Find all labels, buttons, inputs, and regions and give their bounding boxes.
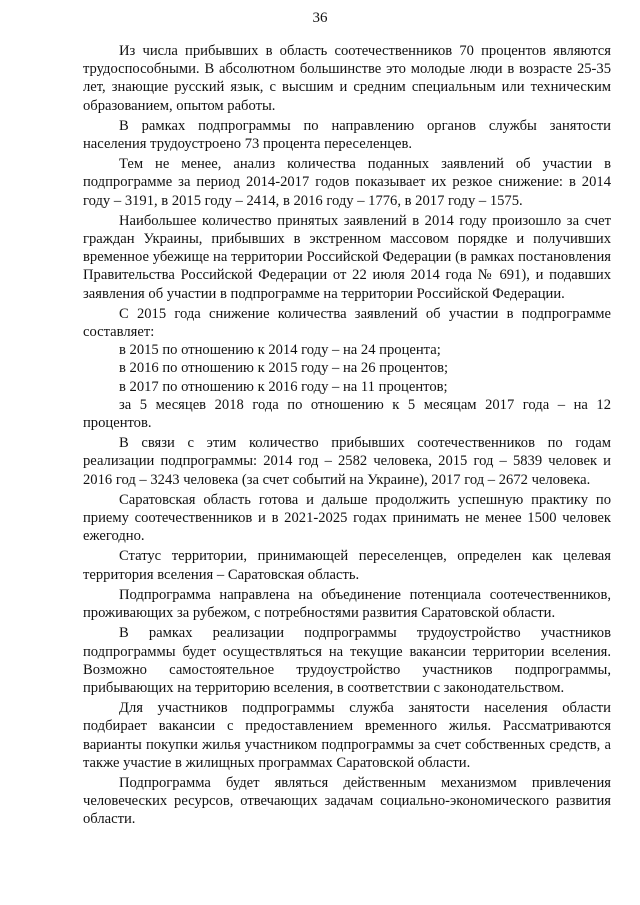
paragraph: Наибольшее количество принятых заявлений в 2014 году произошло за счет граждан Украины, прибывших в экстренном массовом порядке и получивших временное убежище на территории Российской Федерации (в рамках постановления Правительства Российской Федерации от 22 июля 2014 года № 691), и подавших заявления об участии в подпрограмме на территории Российской Федерации.	[83, 212, 611, 302]
list-item: за 5 месяцев 2018 года по отношению к 5 месяцам 2017 года – на 12 процентов.	[83, 396, 611, 432]
paragraph: В рамках реализации подпрограммы трудоустройство участников подпрограммы будет осуществляться на текущие вакансии территории вселения. Возможно самостоятельное трудоустройство участников подпрограммы, прибывающих на территорию вселения, в соответствии с законодательством.	[83, 625, 611, 696]
list-item: в 2016 по отношению к 2015 году – на 26 процентов;	[119, 360, 449, 377]
paragraph: Подпрограмма будет являться действенным механизмом привлечения человеческих ресурсов, отвечающих задачам социально-экономического развития области.	[83, 774, 611, 828]
paragraph: Из числа прибывших в область соотечественников 70 процентов являются трудоспособными. В абсолютном большинстве это молодые люди в возрасте 25-35 лет, знающие русский язык, с высшим и средним специальным или техническим образованием, опытом работы.	[83, 43, 611, 114]
page-number: 36	[312, 10, 328, 26]
paragraph: Для участников подпрограммы служба занятости населения области подбирает вакансии с предоставлением временного жилья. Рассматриваются варианты покупки жилья участником подпрограммы за счет собственных средств, а также участие в жилищных программах Саратовской области.	[83, 700, 611, 771]
paragraph: С 2015 года снижение количества заявлений об участии в подпрограмме составляет:	[83, 305, 611, 341]
paragraph: Статус территории, принимающей переселенцев, определен как целевая территория вселения – Саратовская область.	[83, 548, 611, 583]
list-item: в 2017 по отношению к 2016 году – на 11 процентов;	[119, 378, 448, 395]
paragraph: В связи с этим количество прибывших соотечественников по годам реализации подпрограммы: 2014 год – 2582 человека, 2015 год – 5839 человек и 2016 год – 3243 человека (за счет событий на Украине), 2017 год – 2672 человека.	[83, 435, 611, 488]
list-item: в 2015 по отношению к 2014 году – на 24 процента;	[119, 342, 441, 359]
document-body	[83, 42, 611, 829]
paragraph: Подпрограмма направлена на объединение потенциала соотечественников, проживающих за рубежом, с потребностями развития Саратовской области.	[83, 586, 611, 622]
paragraph: Тем не менее, анализ количества поданных заявлений об участии в подпрограмме за период 2014-2017 годов показывает их резкое снижение: в 2014 году – 3191, в 2015 году – 2414, в 2016 году – 1776, в 2017 году – 1575.	[83, 156, 611, 209]
paragraph: Саратовская область готова и дальше продолжить успешную практику по приему соотечественников и в 2021-2025 годах принимать не менее 1500 человек ежегодно.	[83, 491, 611, 545]
paragraph: В рамках подпрограммы по направлению органов службы занятости населения трудоустроено 73 процента переселенцев.	[83, 117, 611, 153]
